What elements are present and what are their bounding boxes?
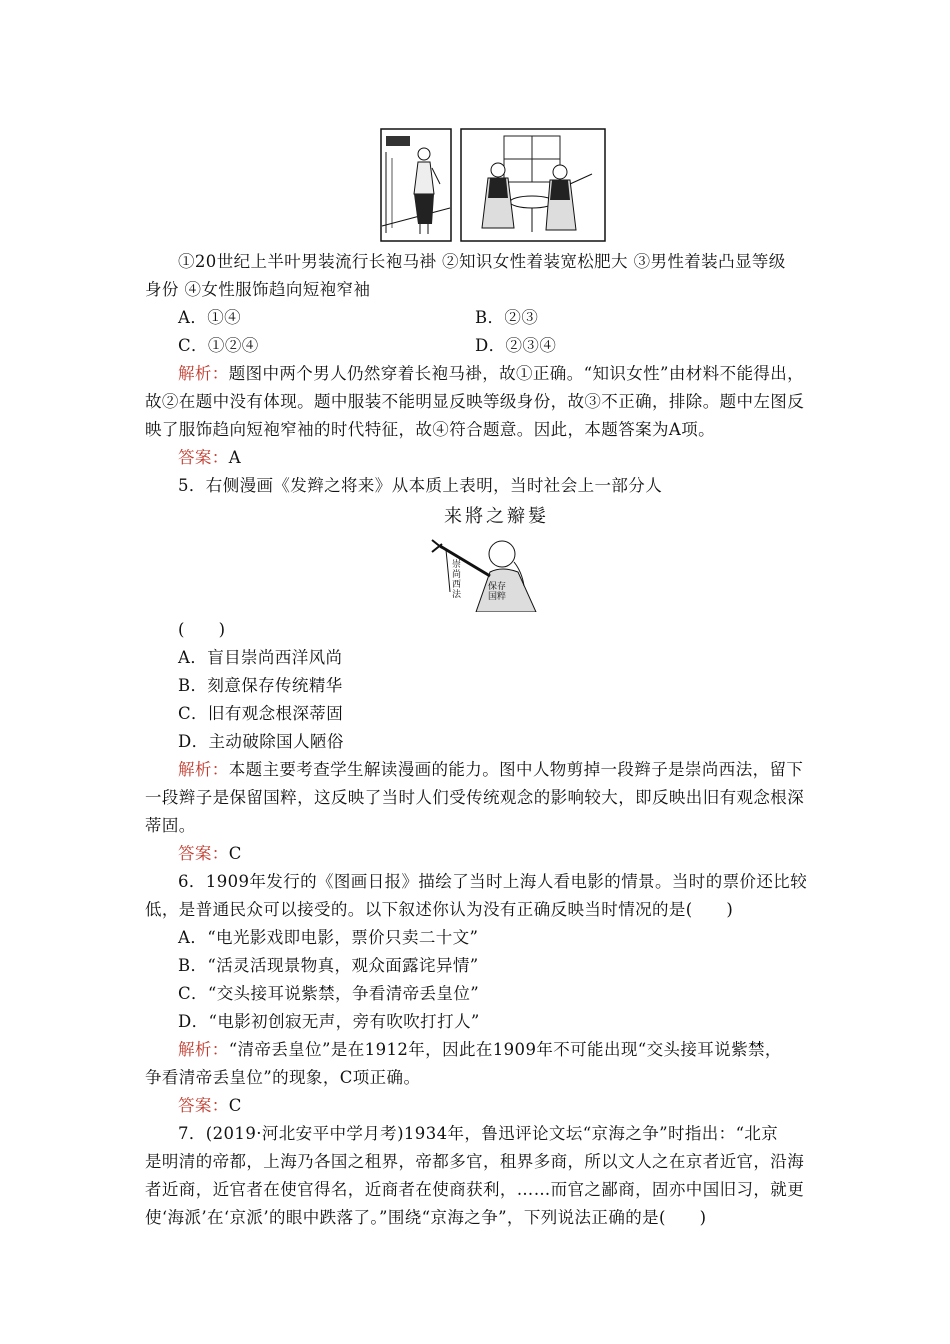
q5-option-d: D．主动破除国人陋俗: [178, 732, 344, 751]
queue-cartoon: [418, 500, 563, 612]
q6-option-b: B．“活灵活现景物真，观众面露诧异情”: [178, 956, 479, 975]
q5-analysis-line2: 一段辫子是保留国粹，这反映了当时人们受传统观念的影响较大，即反映出旧有观念根深: [145, 788, 805, 807]
q6-option-a: A．“电光影戏即电影，票价只卖二十文”: [178, 928, 479, 947]
q5-option-b: B．刻意保存传统精华: [178, 676, 343, 695]
q5-option-c: C．旧有观念根深蒂固: [178, 704, 344, 723]
q6-option-d: D．“电影初创寂无声，旁有吹吹打打人”: [178, 1012, 480, 1031]
q5-stem: 5．右侧漫画《发辫之将来》从本质上表明，当时社会上一部分人: [178, 476, 663, 495]
analysis-label: 解析：: [178, 1040, 229, 1059]
analysis-text: 本题主要考查学生解读漫画的能力。图中人物剪掉一段辫子是崇尚西法，留下: [228, 760, 804, 779]
woman-illustration: [380, 128, 452, 242]
q7-stem-line3: 者近商，近官者在使官得名，近商者在使商获利，……而官之鄙商，固亦中国旧习，就更: [145, 1180, 805, 1199]
q4-analysis-line3: 映了服饰趋向短袍窄袖的时代特征，故④符合题意。因此，本题答案为A项。: [145, 420, 716, 439]
men-in-robes-illustration: [460, 128, 606, 242]
analysis-text: “清帝丢皇位”是在1912年，因此在1909年不可能出现“交头接耳说紫禁，: [228, 1040, 782, 1059]
answer-value: A: [228, 448, 242, 467]
analysis-label: 解析：: [178, 760, 229, 779]
q4-statements-line1: ①20世纪上半叶男装流行长袍马褂 ②知识女性着装宽松肥大 ③男性着装凸显等级: [178, 252, 786, 271]
q6-analysis-line1: [178, 1038, 782, 1062]
answer-label: 答案：: [178, 1096, 229, 1115]
q5-blank: ( ): [178, 620, 226, 639]
q5-answer: [178, 842, 242, 866]
answer-value: C: [228, 844, 242, 863]
q7-stem-line4: 使‘海派’在‘京派’的眼中跌落了。”围绕“京海之争”，下列说法正确的是( ): [145, 1208, 707, 1227]
q4-analysis-line2: 故②在题中没有体现。题中服装不能明显反映等级身份，故③不正确，排除。题中左图反: [145, 392, 805, 411]
q6-answer: [178, 1094, 242, 1118]
analysis-text: 题图中两个男人仍然穿着长袍马褂，故①正确。“知识女性”由材料不能得出，: [228, 364, 805, 383]
cartoon-label-right: 保存国粹: [488, 582, 507, 602]
cartoon-title: 来將之辮髮: [444, 506, 549, 527]
q6-analysis-line2: 争看清帝丢皇位”的现象，C项正确。: [145, 1068, 421, 1087]
q7-stem-line2: 是明清的帝都，上海乃各国之租界，帝都多官，租界多商，所以文人之在京者近官，沿海: [145, 1152, 805, 1171]
answer-value: C: [228, 1096, 242, 1115]
q6-option-c: C．“交头接耳说紫禁，争看清帝丢皇位”: [178, 984, 480, 1003]
q4-option-d: D．②③④: [475, 336, 557, 355]
q5-option-a: A．盲目崇尚西洋风尚: [178, 648, 343, 667]
q4-analysis-line1: [178, 362, 804, 386]
q4-statements-line2: 身份 ④女性服饰趋向短袍窄袖: [145, 280, 371, 299]
q4-option-b: B．②③: [475, 308, 539, 327]
analysis-label: 解析：: [178, 364, 229, 383]
q4-option-a: A．①④: [178, 308, 242, 327]
answer-label: 答案：: [178, 844, 229, 863]
q7-stem-line1: 7．(2019·河北安平中学月考)1934年，鲁迅评论文坛“京海之争”时指出：“北京: [178, 1124, 779, 1143]
q4-option-c: C．①②④: [178, 336, 259, 355]
q4-answer: [178, 446, 241, 470]
q6-stem-line1: 6．1909年发行的《图画日报》描绘了当时上海人看电影的情景。当时的票价还比较: [178, 872, 808, 891]
q5-analysis-line3: 蒂固。: [145, 816, 196, 835]
q6-stem-line2: 低，是普通民众可以接受的。以下叙述你认为没有正确反映当时情况的是( ): [145, 900, 734, 919]
cartoon-label-left: 崇尚西法: [452, 560, 462, 600]
answer-label: 答案：: [178, 448, 229, 467]
q5-analysis-line1: [178, 758, 803, 782]
